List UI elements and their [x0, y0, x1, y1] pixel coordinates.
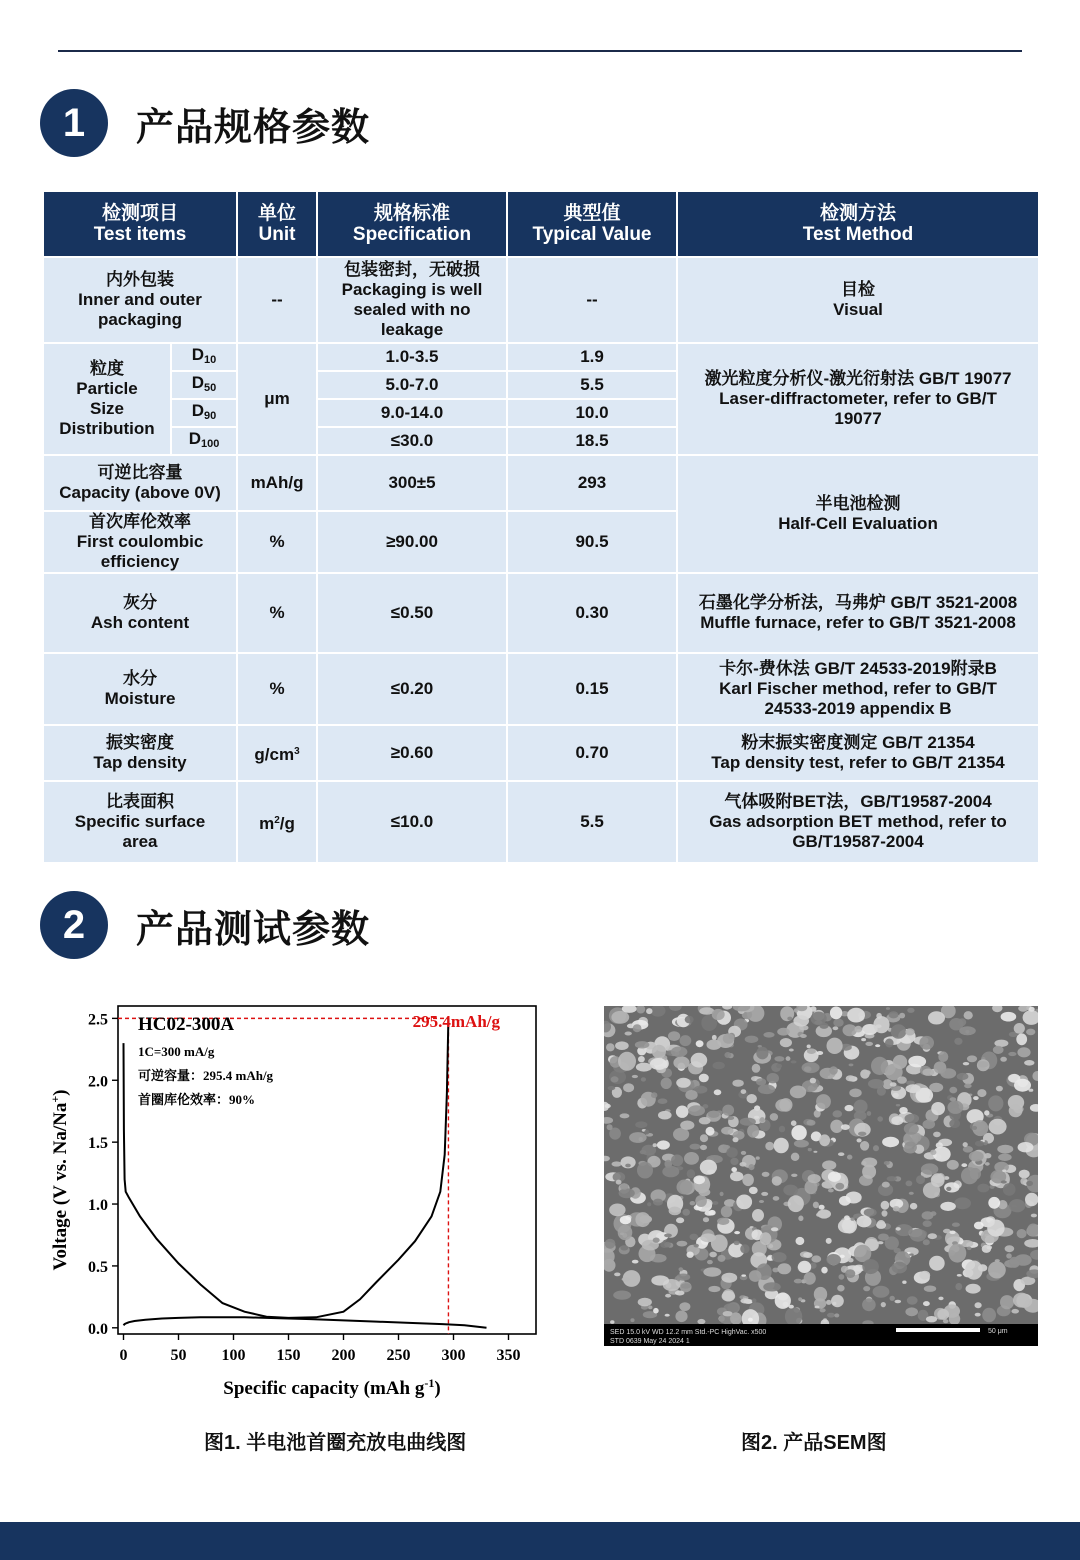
x-tick-label: 150: [276, 1347, 301, 1364]
table-header-row: [43, 191, 1039, 257]
typical-cell: --: [507, 257, 677, 343]
method-cell: 气体吸附BET法，GB/T19587-2004 Gas adsorption BET method, refer to GB/T19587-2004: [677, 781, 1039, 863]
unit-cell: %: [237, 653, 317, 725]
chart-note: 首圈库伦效率：90%: [138, 1092, 256, 1107]
sem-micrograph: [604, 1006, 1038, 1346]
table-row: [43, 725, 1039, 781]
header-unit: 单位 Unit: [237, 191, 317, 257]
table-row: [43, 343, 1039, 371]
method-cell: 目检 Visual: [677, 257, 1039, 343]
item-cell: 水分 Moisture: [43, 653, 237, 725]
unit-cell: %: [237, 573, 317, 653]
table-row: [43, 257, 1039, 343]
d-label-cell: $D_{50}$: [171, 371, 237, 399]
method-cell: 激光粒度分析仪-激光衍射法 GB/T 19077 Laser-diffractometer, refer to GB/T 19077: [677, 343, 1039, 455]
section-2-header: [40, 890, 370, 960]
x-axis-label: Specific capacity (mAh $g^{-1}$): [223, 1376, 441, 1399]
sem-info-text: SED 15.0 kV WD 12.2 mm Std.-PC HighVac. x500: [610, 1329, 767, 1336]
section-1-header: [40, 88, 370, 158]
unit-cell: μm: [237, 343, 317, 455]
typical-cell: 0.30: [507, 573, 677, 653]
method-cell: 半电池检测 Half-Cell Evaluation: [677, 455, 1039, 573]
spec-cell: ≤0.20: [317, 653, 507, 725]
y-tick-label: 1.0: [88, 1197, 108, 1215]
unit-cell: mAh/g: [237, 455, 317, 511]
section-title: 产品规格参数: [136, 106, 371, 149]
typical-cell: 18.5: [507, 427, 677, 455]
method-cell: 卡尔-费休法 GB/T 24533-2019附录B Karl Fischer method, refer to GB/T 24533-2019 appendix B: [677, 653, 1039, 725]
unit-cell: %: [237, 511, 317, 573]
typical-cell: 0.70: [507, 725, 677, 781]
typical-cell: 90.5: [507, 511, 677, 573]
table-row: [43, 653, 1039, 725]
y-tick-label: 2.0: [88, 1073, 108, 1091]
top-rule: [58, 50, 1022, 52]
sem-scale-label: 50 μm: [988, 1328, 1008, 1335]
item-cell: 振实密度 Tap density: [43, 725, 237, 781]
item-cell: 内外包装 Inner and outer packaging: [43, 257, 237, 343]
item-cell: 灰分 Ash content: [43, 573, 237, 653]
section-number: 1: [40, 89, 108, 157]
header-specification: 规格标准 Specification: [317, 191, 507, 257]
typical-cell: 10.0: [507, 399, 677, 427]
charge-discharge-chart: [40, 990, 560, 1410]
x-tick-label: 200: [331, 1347, 356, 1364]
y-tick-label: 1.5: [88, 1135, 108, 1153]
typical-cell: 5.5: [507, 371, 677, 399]
item-cell: 比表面积 Specific surface area: [43, 781, 237, 863]
spec-table: [42, 190, 1040, 864]
d-label-cell: $D_{10}$: [171, 343, 237, 371]
unit-cell: $g/cm^3$: [237, 725, 317, 781]
spec-cell: ≤10.0: [317, 781, 507, 863]
method-cell: 石墨化学分析法，马弗炉 GB/T 3521-2008 Muffle furnace, refer to GB/T 3521-2008: [677, 573, 1039, 653]
d-label-cell: $D_{90}$: [171, 399, 237, 427]
header-typical-value: 典型值 Typical Value: [507, 191, 677, 257]
x-tick-label: 350: [496, 1347, 521, 1364]
spec-cell: 1.0-3.5: [317, 343, 507, 371]
x-tick-label: 50: [170, 1347, 187, 1364]
section-title: 产品测试参数: [136, 908, 371, 951]
unit-cell: $m^2/g$: [237, 781, 317, 863]
sem-scale-bar: [896, 1328, 980, 1332]
item-cell: 首次库伦效率 First coulombic efficiency: [43, 511, 237, 573]
table-row: [43, 455, 1039, 511]
chart-title: HC02-300A: [138, 1014, 235, 1035]
section-number: 2: [40, 891, 108, 959]
x-tick-label: 100: [221, 1347, 246, 1364]
y-tick-label: 2.5: [88, 1011, 108, 1029]
x-tick-label: 300: [441, 1347, 466, 1364]
x-tick-label: 0: [119, 1347, 128, 1364]
typical-cell: 1.9: [507, 343, 677, 371]
chart-note: 1C=300 mA/g: [138, 1044, 215, 1059]
spec-cell: ≥0.60: [317, 725, 507, 781]
d-label-cell: $D_{100}$: [171, 427, 237, 455]
header-test-items: 检测项目 Test items: [43, 191, 237, 257]
header-test-method: 检测方法 Test Method: [677, 191, 1039, 257]
spec-cell: ≤0.50: [317, 573, 507, 653]
typical-cell: 0.15: [507, 653, 677, 725]
x-tick-label: 250: [386, 1347, 411, 1364]
item-cell: 粒度 Particle Size Distribution: [43, 343, 171, 455]
unit-cell: --: [237, 257, 317, 343]
table-row: [43, 781, 1039, 863]
spec-cell: 包装密封，无破损 Packaging is well sealed with no leakage: [317, 257, 507, 343]
table-row: [43, 573, 1039, 653]
spec-cell: 9.0-14.0: [317, 399, 507, 427]
sem-image: [604, 1006, 1038, 1346]
chart-note: 可逆容量：295.4 mAh/g: [138, 1068, 274, 1083]
method-cell: 粉末振实密度测定 GB/T 21354 Tap density test, refer to GB/T 21354: [677, 725, 1039, 781]
y-axis-label: Voltage (V vs. Na/Na+): [48, 1089, 71, 1271]
footer-bar: [0, 1522, 1080, 1560]
y-tick-label: 0.5: [88, 1258, 108, 1276]
spec-cell: 300±5: [317, 455, 507, 511]
item-cell: 可逆比容量 Capacity (above 0V): [43, 455, 237, 511]
spec-cell: 5.0-7.0: [317, 371, 507, 399]
figure-2-caption: 图2. 产品SEM图: [741, 1432, 887, 1454]
figure-1-caption: 图1. 半电池首圈充放电曲线图: [204, 1432, 467, 1454]
typical-cell: 5.5: [507, 781, 677, 863]
y-tick-label: 0.0: [88, 1320, 108, 1338]
spec-cell: ≤30.0: [317, 427, 507, 455]
typical-cell: 293: [507, 455, 677, 511]
spec-cell: ≥90.00: [317, 511, 507, 573]
sem-info-text-2: STD 0639 May 24 2024 1: [610, 1338, 690, 1345]
capacity-annotation: 295.4mAh/g: [412, 1012, 500, 1031]
